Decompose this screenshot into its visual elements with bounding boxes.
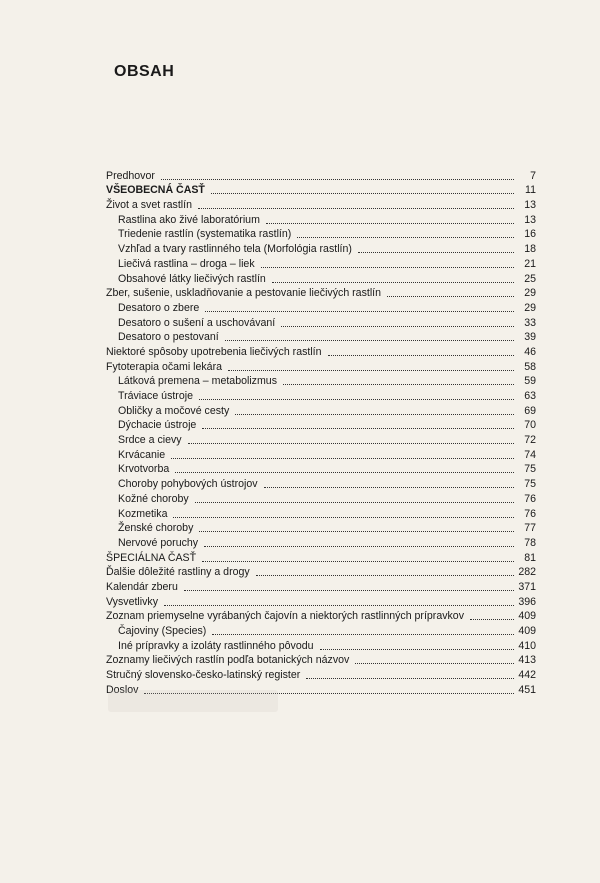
toc-entry-title: Obličky a močové cesty: [118, 404, 230, 417]
toc-entry-title: Krvotvorba: [118, 463, 170, 476]
toc-entry-page-number: 59: [524, 375, 536, 388]
toc-dot-leader: [161, 178, 514, 180]
toc-entry: [106, 388, 536, 403]
toc-dot-leader: [199, 530, 514, 532]
toc-entry-page-number: 63: [524, 390, 536, 402]
toc-entry: [106, 432, 536, 447]
toc-entry-title: Srdce a cievy: [118, 434, 182, 447]
toc-dot-leader: [202, 427, 514, 429]
toc-entry: [106, 197, 536, 212]
toc-dot-leader: [256, 574, 514, 576]
toc-entry: [106, 241, 536, 256]
toc-entry: [106, 315, 536, 330]
faint-text-smudge: [108, 690, 278, 712]
toc-dot-leader: [228, 369, 514, 371]
toc-entry-page-number: 21: [524, 257, 536, 270]
toc-entry-title: Niektoré spôsoby upotrebenia liečivých rastlín: [106, 345, 322, 358]
toc-entry-page-number: 13: [524, 213, 536, 226]
toc-dot-leader: [320, 648, 514, 650]
toc-entry: [106, 227, 536, 242]
toc-entry: [106, 476, 536, 491]
toc-entry-title: ŠPECIÁLNA ČASŤ: [106, 551, 197, 564]
toc-entry: [106, 168, 536, 183]
toc-entry-page-number: 11: [525, 184, 536, 197]
toc-dot-leader: [281, 325, 514, 327]
toc-dot-leader: [358, 251, 514, 253]
toc-entry-title: Rastlina ako živé laboratórium: [118, 213, 260, 226]
toc-entry: [106, 623, 536, 638]
toc-dot-leader: [188, 442, 514, 444]
toc-entry-title: Liečivá rastlina – droga – liek: [118, 257, 255, 270]
toc-dot-leader: [173, 516, 514, 518]
toc-entry: [106, 256, 536, 271]
toc-entry: [106, 638, 536, 653]
toc-entry-page-number: 72: [524, 434, 536, 447]
toc-entry-title: Kozmetika: [118, 507, 168, 520]
toc-entry: [106, 506, 536, 521]
toc-entry: [106, 212, 536, 227]
toc-entry: [106, 667, 536, 682]
toc-dot-leader: [355, 662, 514, 664]
toc-entry-page-number: 16: [524, 228, 536, 241]
toc-entry-title: Zoznamy liečivých rastlín podľa botanických názvov: [106, 654, 350, 667]
toc-entry-title: Choroby pohybových ústrojov: [118, 478, 258, 491]
toc-entry-title: Vzhľad a tvary rastlinného tela (Morfológia rastlín): [118, 243, 352, 256]
toc-dot-leader: [211, 192, 514, 194]
toc-entry: [106, 462, 536, 477]
toc-dot-leader: [225, 339, 514, 341]
toc-entry-title: Ženské choroby: [118, 522, 194, 535]
toc-dot-leader: [261, 266, 514, 268]
toc-entry-page-number: 18: [524, 243, 536, 256]
toc-entry-title: Desatoro o pestovaní: [118, 331, 219, 344]
toc-entry-page-number: 282: [518, 566, 536, 579]
toc-entry: [106, 286, 536, 301]
toc-entry: [106, 330, 536, 345]
toc-entry-page-number: 413: [518, 654, 536, 667]
toc-entry-page-number: 451: [518, 683, 536, 696]
toc-dot-leader: [198, 207, 514, 209]
toc-entry-title: Kožné choroby: [118, 492, 189, 505]
toc-entry-title: Krvácanie: [118, 448, 166, 461]
toc-entry-title: Triedenie rastlín (systematika rastlín): [118, 228, 292, 241]
toc-dot-leader: [175, 471, 514, 473]
toc-entry-page-number: 70: [524, 419, 536, 432]
toc-entry: [106, 447, 536, 462]
toc-entry-page-number: 69: [524, 404, 536, 417]
toc-entry-title: Fytoterapia očami lekára: [106, 360, 222, 373]
toc-entry-page-number: 33: [524, 316, 536, 329]
toc-entry-title: VŠEOBECNÁ ČASŤ: [106, 184, 205, 197]
toc-entry-title: Predhovor: [106, 169, 155, 182]
toc-entry: [106, 403, 536, 418]
toc-entry-title: Dýchacie ústroje: [118, 419, 197, 432]
toc-entry: [106, 374, 536, 389]
toc-entry-page-number: 396: [518, 595, 536, 608]
toc-entry: [106, 565, 536, 580]
toc-entry-title: Desatoro o zbere: [118, 301, 200, 314]
toc-entry: [106, 344, 536, 359]
toc-entry-page-number: 76: [524, 507, 536, 520]
toc-entry: [106, 594, 536, 609]
toc-dot-leader: [387, 295, 514, 297]
toc-entry-page-number: 74: [524, 448, 536, 461]
toc-entry-page-number: 29: [524, 301, 536, 314]
toc-entry-title: Tráviace ústroje: [118, 390, 193, 402]
toc-entry-page-number: 39: [524, 331, 536, 344]
toc-entry-title: Čajoviny (Species): [118, 625, 207, 637]
toc-entry: [106, 535, 536, 550]
toc-dot-leader: [328, 354, 514, 356]
toc-entry-page-number: 76: [524, 492, 536, 505]
toc-entry-title: Desatoro o sušení a uschovávaní: [118, 316, 276, 329]
toc-dot-leader: [297, 236, 514, 238]
toc-dot-leader: [272, 281, 514, 283]
toc-entry-page-number: 409: [518, 625, 536, 637]
toc-entry: [106, 579, 536, 594]
toc-entry-title: Doslov: [106, 683, 139, 696]
toc-entry-title: Kalendár zberu: [106, 580, 178, 593]
toc-dot-leader: [184, 589, 514, 591]
toc-dot-leader: [470, 618, 514, 620]
toc-entry-page-number: 442: [518, 669, 536, 682]
table-of-contents: [106, 168, 536, 697]
toc-dot-leader: [235, 413, 514, 415]
toc-entry-title: Stručný slovensko-česko-latinský register: [106, 669, 301, 682]
toc-entry: [106, 271, 536, 286]
toc-dot-leader: [283, 383, 514, 385]
toc-entry-title: Iné prípravky a izoláty rastlinného pôvodu: [118, 639, 314, 652]
page-title: OBSAH: [114, 63, 175, 80]
toc-entry-title: Zber, sušenie, uskladňovanie a pestovanie liečivých rastlín: [106, 287, 382, 300]
toc-entry-page-number: 410: [518, 639, 536, 652]
toc-dot-leader: [266, 222, 514, 224]
toc-entry-title: Život a svet rastlín: [106, 199, 192, 212]
toc-entry-page-number: 13: [524, 199, 536, 212]
toc-entry: [106, 653, 536, 668]
toc-entry-title: Látková premena – metabolizmus: [118, 375, 277, 388]
toc-dot-leader: [264, 486, 514, 488]
toc-entry: [106, 183, 536, 198]
toc-dot-leader: [195, 501, 514, 503]
toc-dot-leader: [205, 310, 514, 312]
toc-entry: [106, 550, 536, 565]
toc-entry-page-number: 75: [524, 478, 536, 491]
toc-entry-page-number: 77: [524, 522, 536, 535]
toc-entry-page-number: 58: [524, 360, 536, 373]
toc-entry-page-number: 7: [530, 169, 536, 182]
toc-entry-page-number: 46: [524, 345, 536, 358]
toc-entry: [106, 418, 536, 433]
toc-dot-leader: [204, 545, 514, 547]
toc-entry-page-number: 409: [518, 610, 536, 623]
toc-entry-title: Nervové poruchy: [118, 536, 199, 549]
toc-entry: [106, 491, 536, 506]
toc-dot-leader: [164, 604, 514, 606]
toc-entry-page-number: 81: [524, 551, 536, 564]
toc-dot-leader: [212, 633, 514, 635]
toc-entry-page-number: 78: [524, 536, 536, 549]
toc-entry-title: Obsahové látky liečivých rastlín: [118, 272, 266, 285]
toc-dot-leader: [306, 677, 514, 679]
toc-entry: [106, 521, 536, 536]
toc-entry-title: Vysvetlivky: [106, 595, 158, 608]
toc-entry-page-number: 25: [524, 272, 536, 285]
toc-dot-leader: [171, 457, 514, 459]
toc-entry-title: Zoznam priemyselne vyrábaných čajovín a niektorých rastlinných prípravkov: [106, 610, 464, 623]
toc-entry-page-number: 75: [524, 463, 536, 476]
toc-entry-title: Ďalšie dôležité rastliny a drogy: [106, 566, 250, 579]
toc-entry: [106, 609, 536, 624]
toc-dot-leader: [202, 560, 514, 562]
toc-dot-leader: [199, 398, 514, 400]
toc-entry: [106, 359, 536, 374]
toc-entry-page-number: 371: [518, 580, 536, 593]
toc-entry-page-number: 29: [524, 287, 536, 300]
toc-entry: [106, 300, 536, 315]
